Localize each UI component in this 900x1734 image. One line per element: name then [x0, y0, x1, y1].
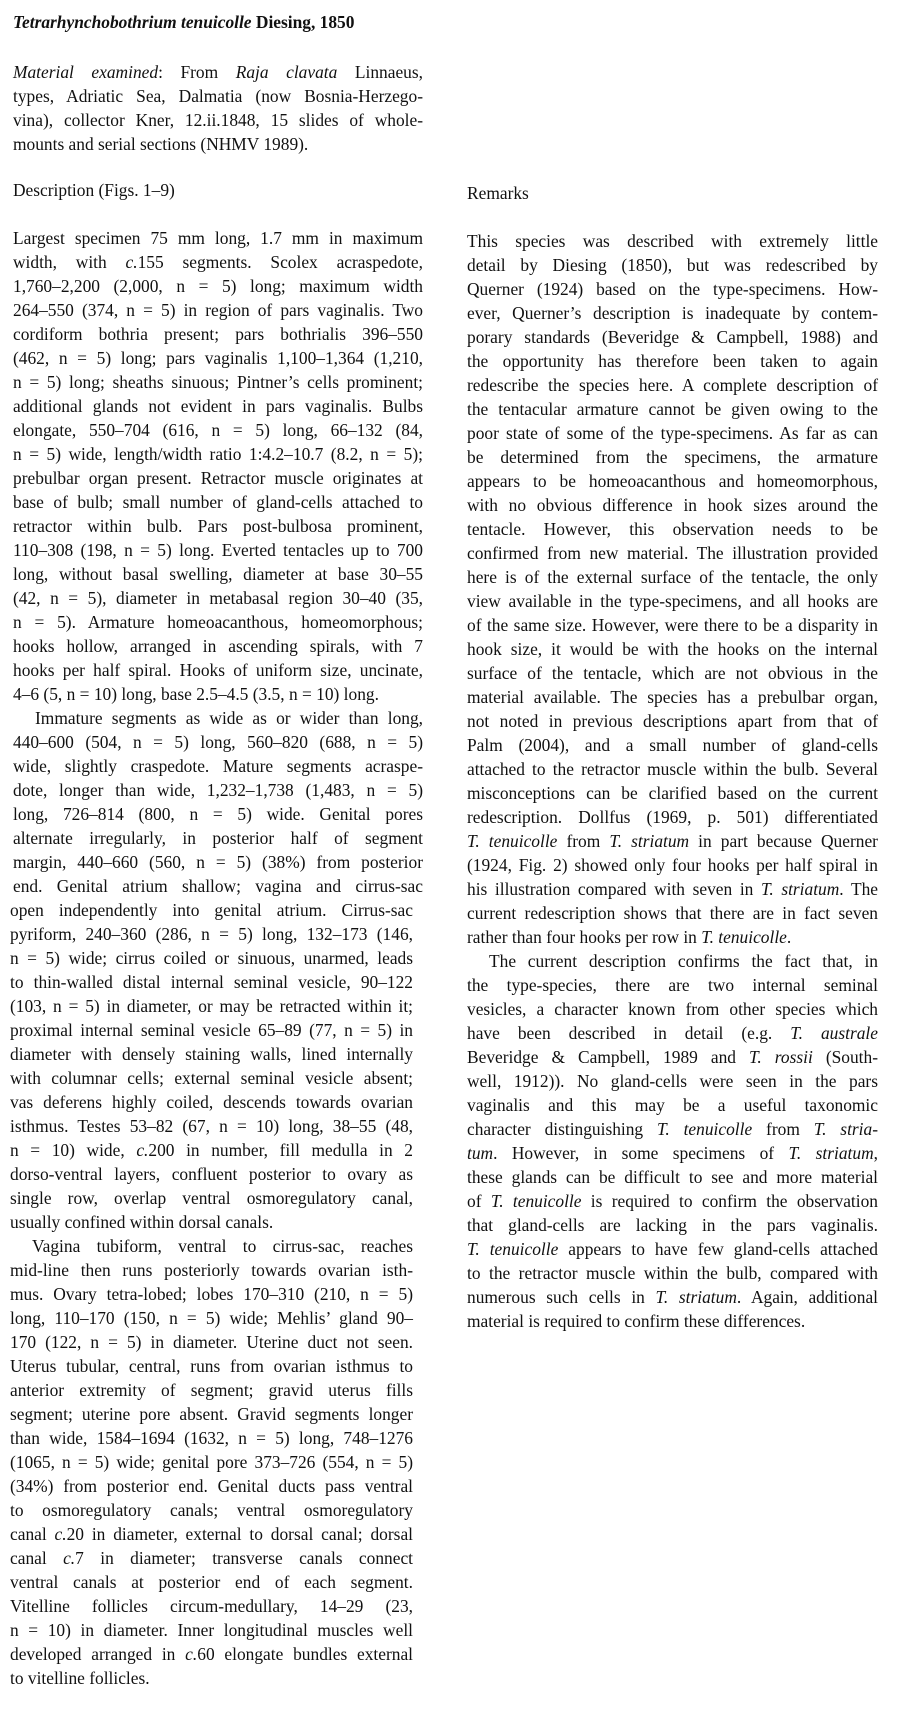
italic-term: T. tenuicolle: [701, 927, 787, 947]
italic-term: Raja clavata: [235, 62, 338, 82]
text-line: of the same size. However, were there to be a disparity in: [467, 615, 878, 635]
text-line: be determined from the specimens, the armature: [467, 447, 878, 467]
text-line: ever, Querner’s description is inadequate by contem-: [467, 303, 878, 323]
text-line: the type-species, there are two internal seminal: [467, 975, 878, 995]
text-line: hook size, it would be with the hooks on the internal: [467, 639, 878, 659]
text-line: (1924, Fig. 2) showed only four hooks per half spiral in: [467, 855, 878, 875]
text-line: width, with c.155 segments. Scolex acraspedote,: [13, 252, 423, 272]
italic-term: T. tenuicolle: [657, 1119, 753, 1139]
text-line: Querner (1924) based on the type-specimens. How-: [467, 279, 878, 299]
description-block-1: [13, 226, 423, 898]
text-line: (34%) from posterior end. Genital ducts pass ventral: [10, 1476, 413, 1496]
text-line: the tentacular armature cannot be given owing to the: [467, 399, 878, 419]
text-line: n = 5). Armature homeoacanthous, homeomorphous;: [13, 612, 423, 632]
text-line: (42, n = 5), diameter in metabasal region 30–40 (35,: [13, 588, 423, 608]
text-line: well, 1912)). No gland-cells were seen in the pars: [467, 1071, 878, 1091]
text-line: material available. The species has a prebulbar organ,: [467, 687, 878, 707]
text-line: (103, n = 5) in diameter, or may be retracted within it;: [10, 996, 413, 1016]
text-line: detail by Diesing (1850), but was redescribed by: [467, 255, 878, 275]
text-line: redescribe the species here. A complete description of: [467, 375, 878, 395]
text-line: end. Genital atrium shallow; vagina and cirrus-sac: [13, 876, 423, 896]
text-line: n = 5) wide, length/width ratio 1:4.2–10.7 (8.2, n = 5);: [13, 444, 423, 464]
text-line: base of bulb; small number of gland-cells attached to: [13, 492, 423, 512]
italic-term: tum: [467, 1143, 494, 1163]
text-line: 1,760–2,200 (2,000, n = 5) long; maximum width: [13, 276, 423, 296]
text-line: 170 (122, n = 5) in diameter. Uterine duct not seen.: [10, 1332, 413, 1352]
italic-term: T. striatum: [788, 1143, 874, 1163]
text-line: with columnar cells; external seminal vesicle absent;: [10, 1068, 413, 1088]
text-line: attached to the retractor muscle within the bulb. Several: [467, 759, 878, 779]
text-line: retractor within bulb. Pars post-bulbosa prominent,: [13, 516, 423, 536]
text-line: vesicles, a character known from other species which: [467, 999, 878, 1019]
text-line: hooks hollow, arranged in ascending spirals, with 7: [13, 636, 423, 656]
text-line: to osmoregulatory canals; ventral osmoregulatory: [10, 1500, 413, 1520]
text-line: Immature segments as wide as or wider than long,: [35, 708, 423, 728]
text-line: proximal internal seminal vesicle 65–89 (77, n = 5) in: [10, 1020, 413, 1040]
text-line: wide, slightly craspedote. Mature segments acraspe-: [13, 756, 423, 776]
italic-term: c.: [54, 1524, 67, 1544]
italic-term: c.: [125, 252, 138, 272]
text-line: types, Adriatic Sea, Dalmatia (now Bosnia-Herzego-: [13, 86, 423, 106]
italic-term: T. striatum: [760, 879, 840, 899]
species-title: [13, 10, 433, 34]
text-line: to vitelline follicles.: [10, 1668, 150, 1688]
italic-term: T. stria-: [813, 1119, 878, 1139]
italic-term: c.: [63, 1548, 76, 1568]
text-line: 110–308 (198, n = 5) long. Everted tentacles up to 700: [13, 540, 423, 560]
text-line: to the retractor muscle within the bulb, compared with: [467, 1263, 878, 1283]
text-line: vas deferens highly coiled, descends towards ovarian: [10, 1092, 413, 1112]
text-line: Material examined: From Raja clavata Linnaeus,: [13, 62, 423, 82]
text-line: to thin-walled distal internal seminal vesicle, 90–122: [10, 972, 413, 992]
text-line: mus. Ovary tetra-lobed; lobes 170–310 (210, n = 5): [10, 1284, 413, 1304]
text-line: have been described in detail (e.g. T. australe: [467, 1023, 878, 1043]
species-name: Tetrarhynchobothrium tenuicolle: [13, 12, 252, 32]
text-line: long, 726–814 (800, n = 5) wide. Genital pores: [13, 804, 423, 824]
text-line: diameter with densely staining walls, lined internally: [10, 1044, 413, 1064]
text-line: numerous such cells in T. striatum. Again, additional: [467, 1287, 878, 1307]
text-line: developed arranged in c.60 elongate bundles external: [10, 1644, 413, 1664]
text-line: surface of the tentacle, which are not obvious in the: [467, 663, 878, 683]
text-line: Vitelline follicles circum-medullary, 14–29 (23,: [10, 1596, 413, 1616]
italic-term: T. tenuicolle: [490, 1191, 582, 1211]
italic-term: c.: [185, 1644, 198, 1664]
text-line: (462, n = 5) long; pars vaginalis 1,100–1,364 (1,210,: [13, 348, 423, 368]
text-line: single row, overlap ventral osmoregulatory canal,: [10, 1188, 413, 1208]
text-line: additional glands not evident in pars vaginalis. Bulbs: [13, 396, 423, 416]
text-line: current redescription shows that there are in fact seven: [467, 903, 878, 923]
material-examined: [13, 60, 423, 156]
text-line: the opportunity has therefore been taken to again: [467, 351, 878, 371]
text-line: margin, 440–660 (560, n = 5) (38%) from posterior: [13, 852, 423, 872]
text-line: n = 10) in diameter. Inner longitudinal muscles well: [10, 1620, 413, 1640]
species-authority: Diesing, 1850: [255, 12, 355, 32]
text-line: confirmed from new material. The illustration provided: [467, 543, 878, 563]
text-line: view available in the type-specimens, and all hooks are: [467, 591, 878, 611]
text-line: n = 5) wide; cirrus coiled or sinuous, unarmed, leads: [10, 948, 413, 968]
italic-term: T. tenuicolle: [467, 1239, 559, 1259]
text-line: rather than four hooks per row in T. tenuicolle.: [467, 927, 792, 947]
text-line: open independently into genital atrium. Cirrus-sac: [10, 900, 413, 920]
text-line: T. tenuicolle appears to have few gland-cells attached: [467, 1239, 878, 1259]
text-line: with no obvious difference in hook sizes around the: [467, 495, 878, 515]
text-line: (1065, n = 5) wide; genital pore 373–726 (554, n = 5): [10, 1452, 413, 1472]
text-line: Beveridge & Campbell, 1989 and T. rossii (South-: [467, 1047, 878, 1067]
text-line: The current description confirms the fact that, in: [489, 951, 878, 971]
text-line: Largest specimen 75 mm long, 1.7 mm in maximum: [13, 228, 423, 248]
text-line: T. tenuicolle from T. striatum in part because Querner: [467, 831, 878, 851]
italic-term: T. australe: [790, 1023, 878, 1043]
text-line: Palm (2004), and a small number of gland-cells: [467, 735, 878, 755]
text-line: 440–600 (504, n = 5) long, 560–820 (688, n = 5): [13, 732, 423, 752]
text-line: Uterus tubular, central, runs from ovarian isthmus to: [10, 1356, 413, 1376]
text-line: cordiform bothria present; pars bothrialis 396–550: [13, 324, 423, 344]
text-line: pyriform, 240–360 (286, n = 5) long, 132–173 (146,: [10, 924, 413, 944]
text-line: here is of the external surface of the tentacle, the only: [467, 567, 878, 587]
text-line: than wide, 1584–1694 (1632, n = 5) long, 748–1276: [10, 1428, 413, 1448]
text-line: 4–6 (5, n = 10) long, base 2.5–4.5 (3.5, n = 10) long.: [13, 684, 379, 704]
italic-term: T. striatum: [655, 1287, 737, 1307]
text-line: hooks per half spiral. Hooks of uniform size, uncinate,: [13, 660, 423, 680]
text-line: vaginalis and this may be a useful taxonomic: [467, 1095, 878, 1115]
italic-term: T. rossii: [749, 1047, 813, 1067]
text-line: segment; uterine pore absent. Gravid segments longer: [10, 1404, 413, 1424]
text-line: elongate, 550–704 (616, n = 5) long, 66–132 (84,: [13, 420, 423, 440]
text-line: vina), collector Kner, 12.ii.1848, 15 slides of whole-: [13, 110, 423, 130]
text-line: of T. tenuicolle is required to confirm the observation: [467, 1191, 878, 1211]
text-line: usually confined within dorsal canals.: [10, 1212, 274, 1232]
remarks-body: [467, 229, 878, 1333]
text-line: character distinguishing T. tenuicolle from T. stria-: [467, 1119, 878, 1139]
text-line: appears to be homeoacanthous and homeomorphous,: [467, 471, 878, 491]
text-line: long, 110–170 (150, n = 5) wide; Mehlis’ gland 90–: [10, 1308, 413, 1328]
text-line: dorso-ventral layers, confluent posterior to ovary as: [10, 1164, 413, 1184]
text-line: n = 10) wide, c.200 in number, fill medulla in 2: [10, 1140, 414, 1160]
text-line: This species was described with extremely little: [467, 231, 878, 251]
italic-term: c.: [136, 1140, 149, 1160]
text-line: isthmus. Testes 53–82 (67, n = 10) long, 38–55 (48,: [10, 1116, 413, 1136]
text-line: that gland-cells are lacking in the pars vaginalis.: [467, 1215, 878, 1235]
text-line: mounts and serial sections (NHMV 1989).: [13, 134, 309, 154]
text-line: these glands can be difficult to see and more material: [467, 1167, 878, 1187]
description-heading: Description (Figs. 1–9): [13, 180, 175, 200]
text-line: prebulbar organ present. Retractor muscle originates at: [13, 468, 423, 488]
text-line: material is required to confirm these differences.: [467, 1311, 806, 1331]
text-line: anterior extremity of segment; gravid uterus fills: [10, 1380, 413, 1400]
text-line: 264–550 (374, n = 5) in region of pars vaginalis. Two: [13, 300, 423, 320]
italic-term: T. tenuicolle: [467, 831, 558, 851]
text-line: porary standards (Beveridge & Campbell, 1988) and: [467, 327, 878, 347]
text-line: long, without basal swelling, diameter at base 30–55: [13, 564, 423, 584]
text-line: his illustration compared with seven in T. striatum. The: [467, 879, 878, 899]
italic-term: T. striatum: [609, 831, 690, 851]
text-line: redescription. Dollfus (1969, p. 501) differentiated: [467, 807, 878, 827]
text-line: mid-line then runs posteriorly towards ovarian isth-: [10, 1260, 413, 1280]
text-line: canal c.20 in diameter, external to dorsal canal; dorsal: [10, 1524, 413, 1544]
text-line: poor state of some of the type-specimens. As far as can: [467, 423, 878, 443]
description-block-2: [10, 898, 413, 1690]
text-line: canal c.7 in diameter; transverse canals connect: [10, 1548, 413, 1568]
text-line: Vagina tubiform, ventral to cirrus-sac, reaches: [32, 1236, 413, 1256]
text-line: n = 5) long; sheaths sinuous; Pintner’s cells prominent;: [13, 372, 423, 392]
text-line: tentacle. However, this observation needs to be: [467, 519, 878, 539]
text-line: misconceptions can be clarified based on the current: [467, 783, 878, 803]
text-line: not noted in previous descriptions apart from that of: [467, 711, 878, 731]
text-line: alternate irregularly, in posterior half of segment: [13, 828, 423, 848]
text-line: tum. However, in some specimens of T. striatum,: [467, 1143, 878, 1163]
text-line: ventral canals at posterior end of each segment.: [10, 1572, 413, 1592]
italic-term: Material examined: [13, 62, 159, 82]
remarks-heading: Remarks: [467, 183, 529, 203]
text-line: dote, longer than wide, 1,232–1,738 (1,483, n = 5): [13, 780, 423, 800]
